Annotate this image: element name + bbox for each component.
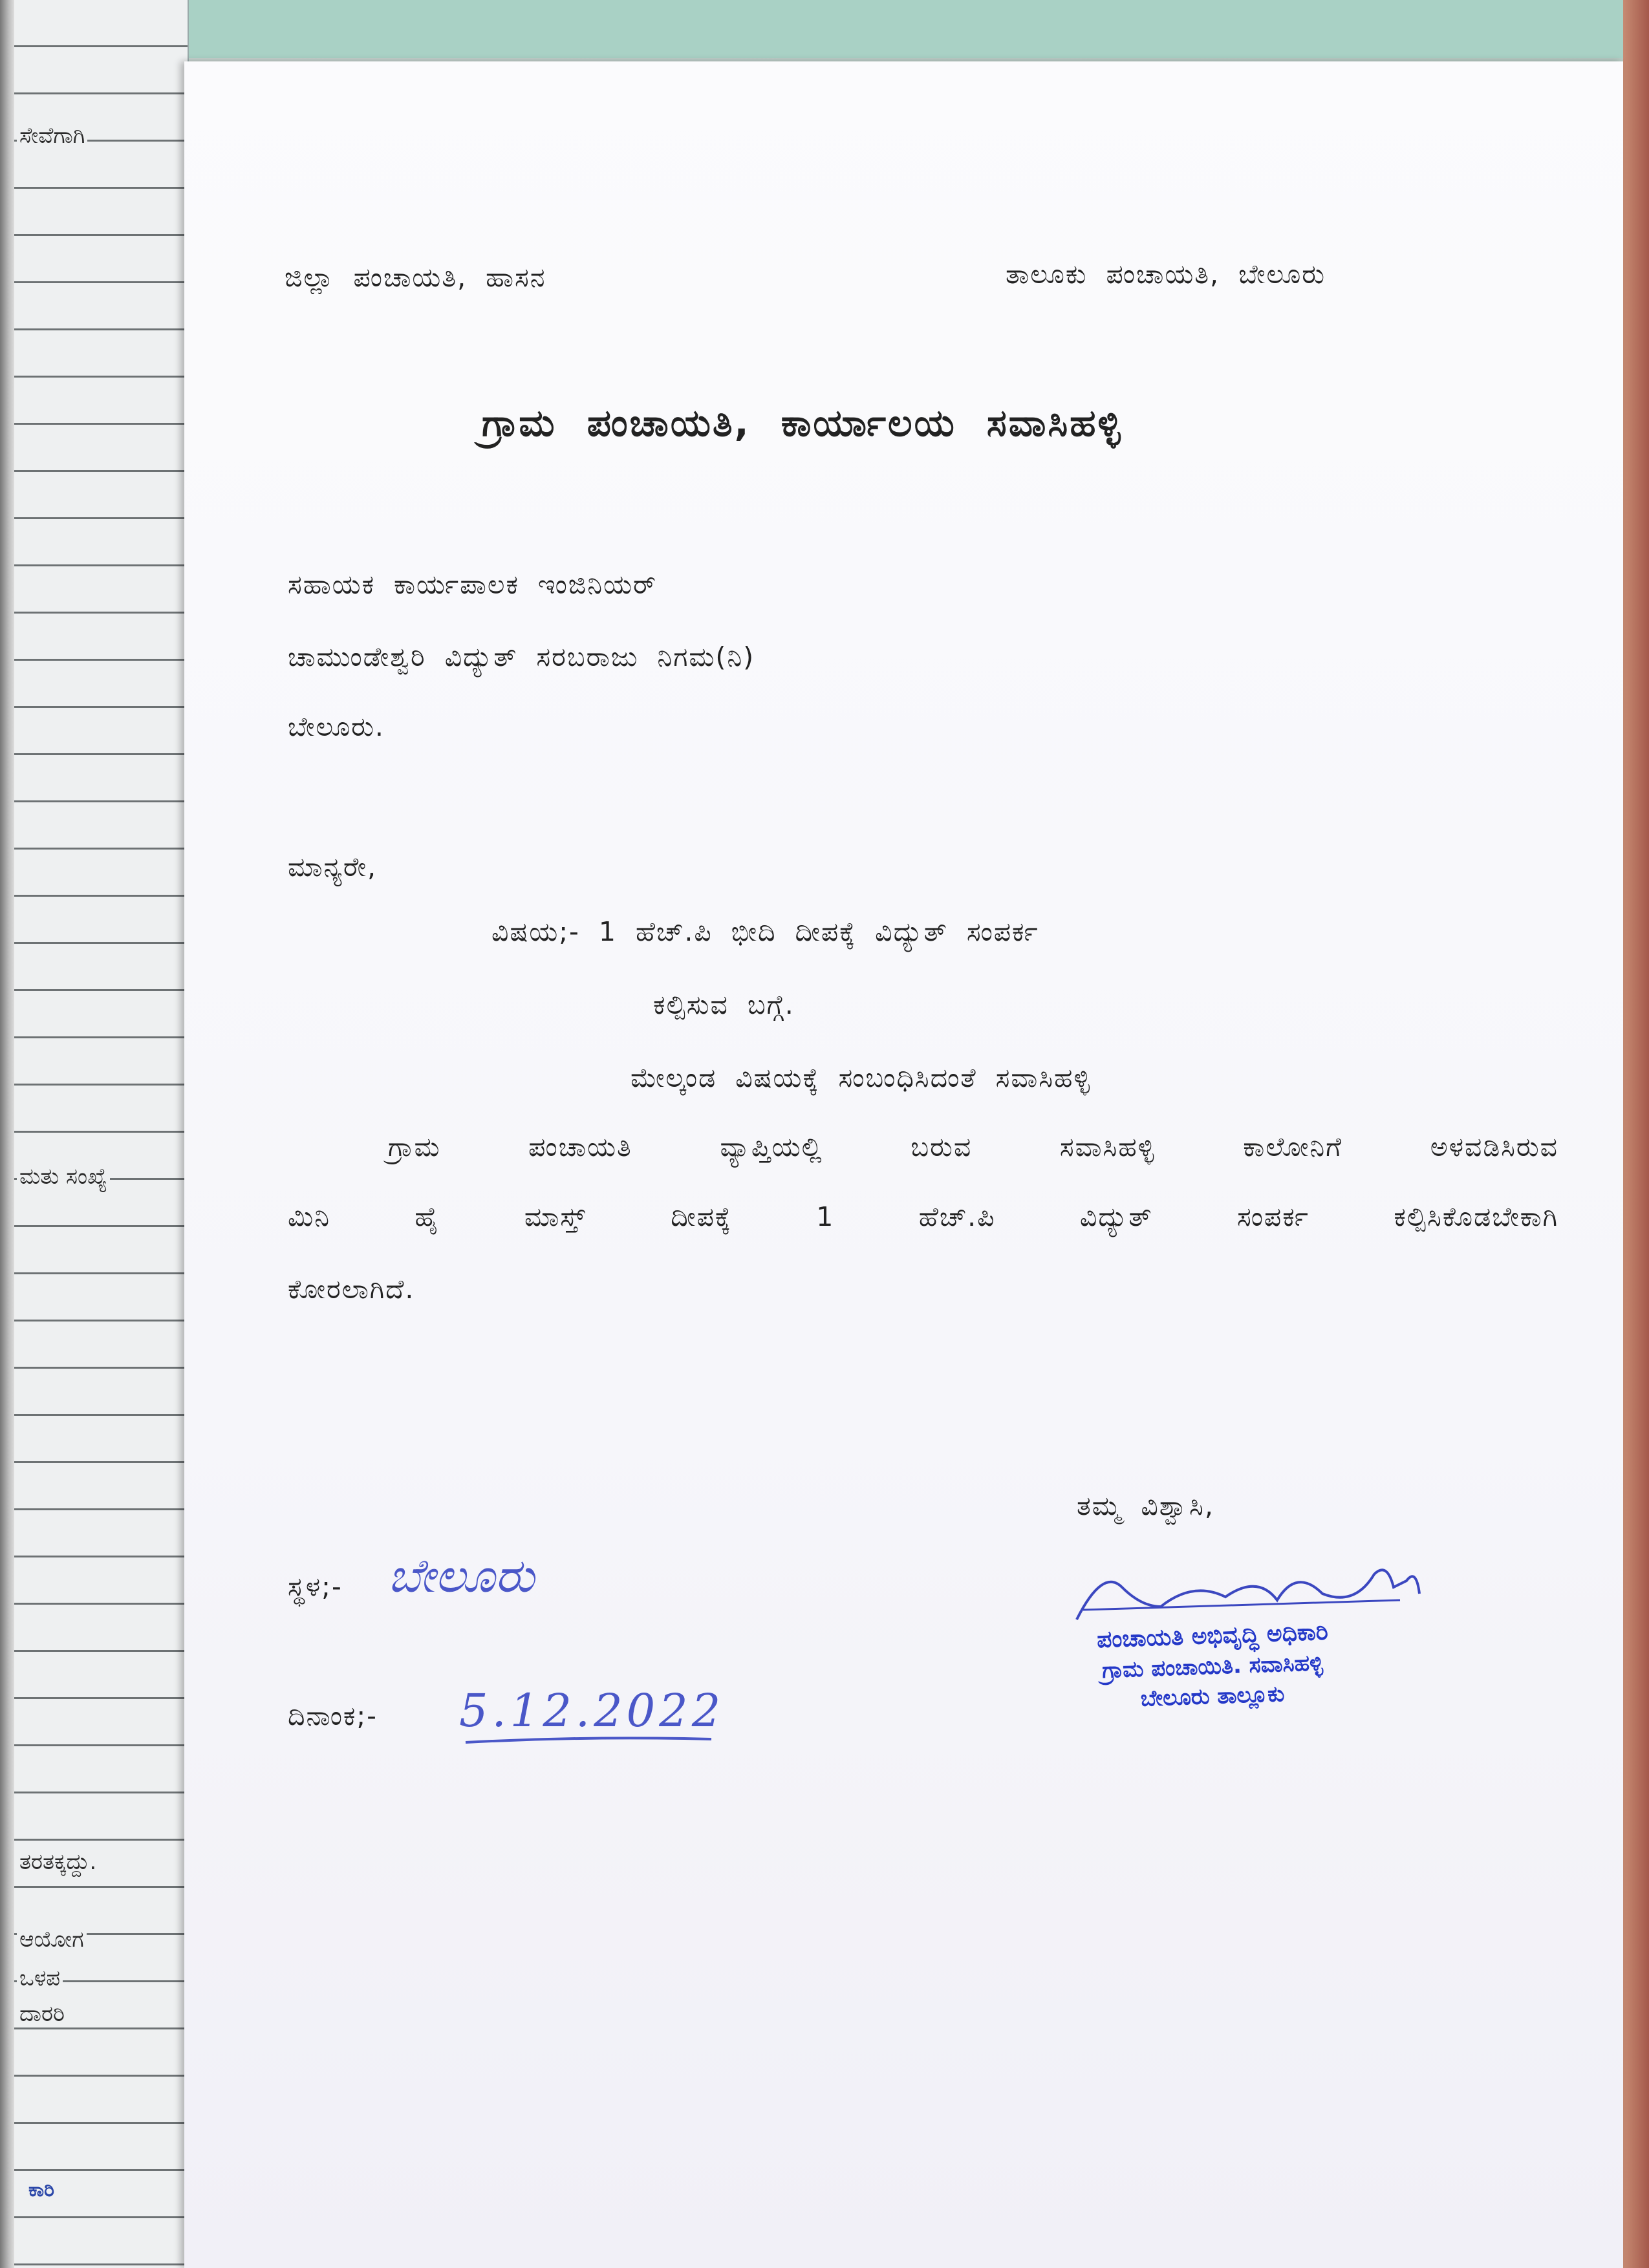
recipient-line: ಚಾಮುಂಡೇಶ್ವರಿ ವಿದ್ಯುತ್ ಸರಬರಾಜು ನಿಗಮ(ನಿ) bbox=[288, 641, 755, 672]
recipient-line: ಬೇಲೂರು. bbox=[288, 711, 385, 742]
register-text: ಒಳಪ bbox=[17, 1965, 63, 1991]
letter-page bbox=[184, 61, 1623, 2268]
salutation: ಮಾನ್ಯರೇ, bbox=[288, 851, 378, 883]
page-title: ಗ್ರಾಮ ಪಂಚಾಯತಿ, ಕಾರ್ಯಾಲಯ ಸವಾಸಿಹಳ್ಳಿ bbox=[482, 401, 1123, 445]
stamp-line: ಬೇಲೂರು ತಾಲ್ಲೂಕು bbox=[1140, 1681, 1285, 1712]
office-stamp bbox=[1031, 1618, 1394, 1712]
date-underline-stroke bbox=[459, 1729, 718, 1755]
header-taluk: ತಾಲೂಕು ಪಂಚಾಯತಿ, ಬೇಲೂರು bbox=[1006, 259, 1326, 290]
date-label: ದಿನಾಂಕ;- bbox=[288, 1700, 378, 1731]
subject-line: ವಿಷಯ;- 1 ಹೆಚ್.ಪಿ ಭೀದಿ ದೀಪಕ್ಕೆ ವಿದ್ಯುತ್ ಸಂಪರ್ಕ bbox=[491, 916, 1039, 947]
body-line: ಗ್ರಾಮ ಪಂಚಾಯತಿ ವ್ಯಾಪ್ತಿಯಲ್ಲಿ ಬರುವ ಸವಾಸಿಹಳ್ಳಿ ಕಾಲೋನಿಗೆ ಅಳವಡಿಸಿರುವ bbox=[388, 1131, 1558, 1162]
place-label: ಸ್ಥಳ;- bbox=[288, 1571, 343, 1602]
date-handwritten: 5.12.2022 bbox=[459, 1684, 725, 1737]
recipient-line: ಸಹಾಯಕ ಕಾರ್ಯಪಾಲಕ ಇಂಜಿನಿಯರ್ bbox=[288, 569, 657, 600]
body-line: ಕೋರಲಾಗಿದೆ. bbox=[288, 1274, 415, 1305]
stamp-line: ಪಂಚಾಯತಿ ಅಭಿವೃದ್ಧಿ ಅಧಿಕಾರಿ bbox=[1096, 1618, 1329, 1654]
register-text: ಆಯೋಗ bbox=[17, 1927, 87, 1952]
underlying-register-sheet bbox=[0, 0, 189, 2268]
header-district: ಜಿಲ್ಲಾ ಪಂಚಾಯತಿ, ಹಾಸನ bbox=[285, 262, 546, 293]
register-text: ತರತಕ್ಕದ್ದು. bbox=[17, 1849, 99, 1875]
register-stamp-text: ಕಾರಿ bbox=[26, 2179, 57, 2201]
register-text: ಮತು ಸಂಖ್ಯೆ bbox=[17, 1164, 110, 1190]
binding-edge bbox=[0, 0, 14, 2268]
place-handwritten: ಬೇಲೂರು bbox=[388, 1548, 535, 1603]
body-line: ಮಿನಿ ಹೈ ಮಾಸ್ತ್ ದೀಪಕ್ಕೆ 1 ಹೆಚ್.ಪಿ ವಿದ್ಯುತ್ ಸಂಪರ್ಕ ಕಲ್ಪಿಸಿಕೊಡಬೇಕಾಗಿ bbox=[288, 1201, 1558, 1232]
stamp-line: ಗ್ರಾಮ ಪಂಚಾಯಿತಿ. ಸವಾಸಿಹಳ್ಳಿ bbox=[1101, 1650, 1324, 1684]
register-text: ಸೇವೆಗಾಗಿ bbox=[17, 123, 87, 149]
body-line: ಮೇಲ್ಕಂಡ ವಿಷಯಕ್ಕೆ ಸಂಬಂಧಿಸಿದಂತೆ ಸವಾಸಿಹಳ್ಳಿ bbox=[630, 1062, 1092, 1093]
subject-line: ಕಲ್ಪಿಸುವ ಬಗ್ಗೆ. bbox=[653, 989, 795, 1020]
closing: ತಮ್ಮ ವಿಶ್ವಾಸಿ, bbox=[1077, 1490, 1214, 1521]
register-text: ದಾರರಿ bbox=[17, 2001, 67, 2027]
top-paper-strip bbox=[181, 0, 1649, 58]
file-edge bbox=[1623, 0, 1649, 2268]
